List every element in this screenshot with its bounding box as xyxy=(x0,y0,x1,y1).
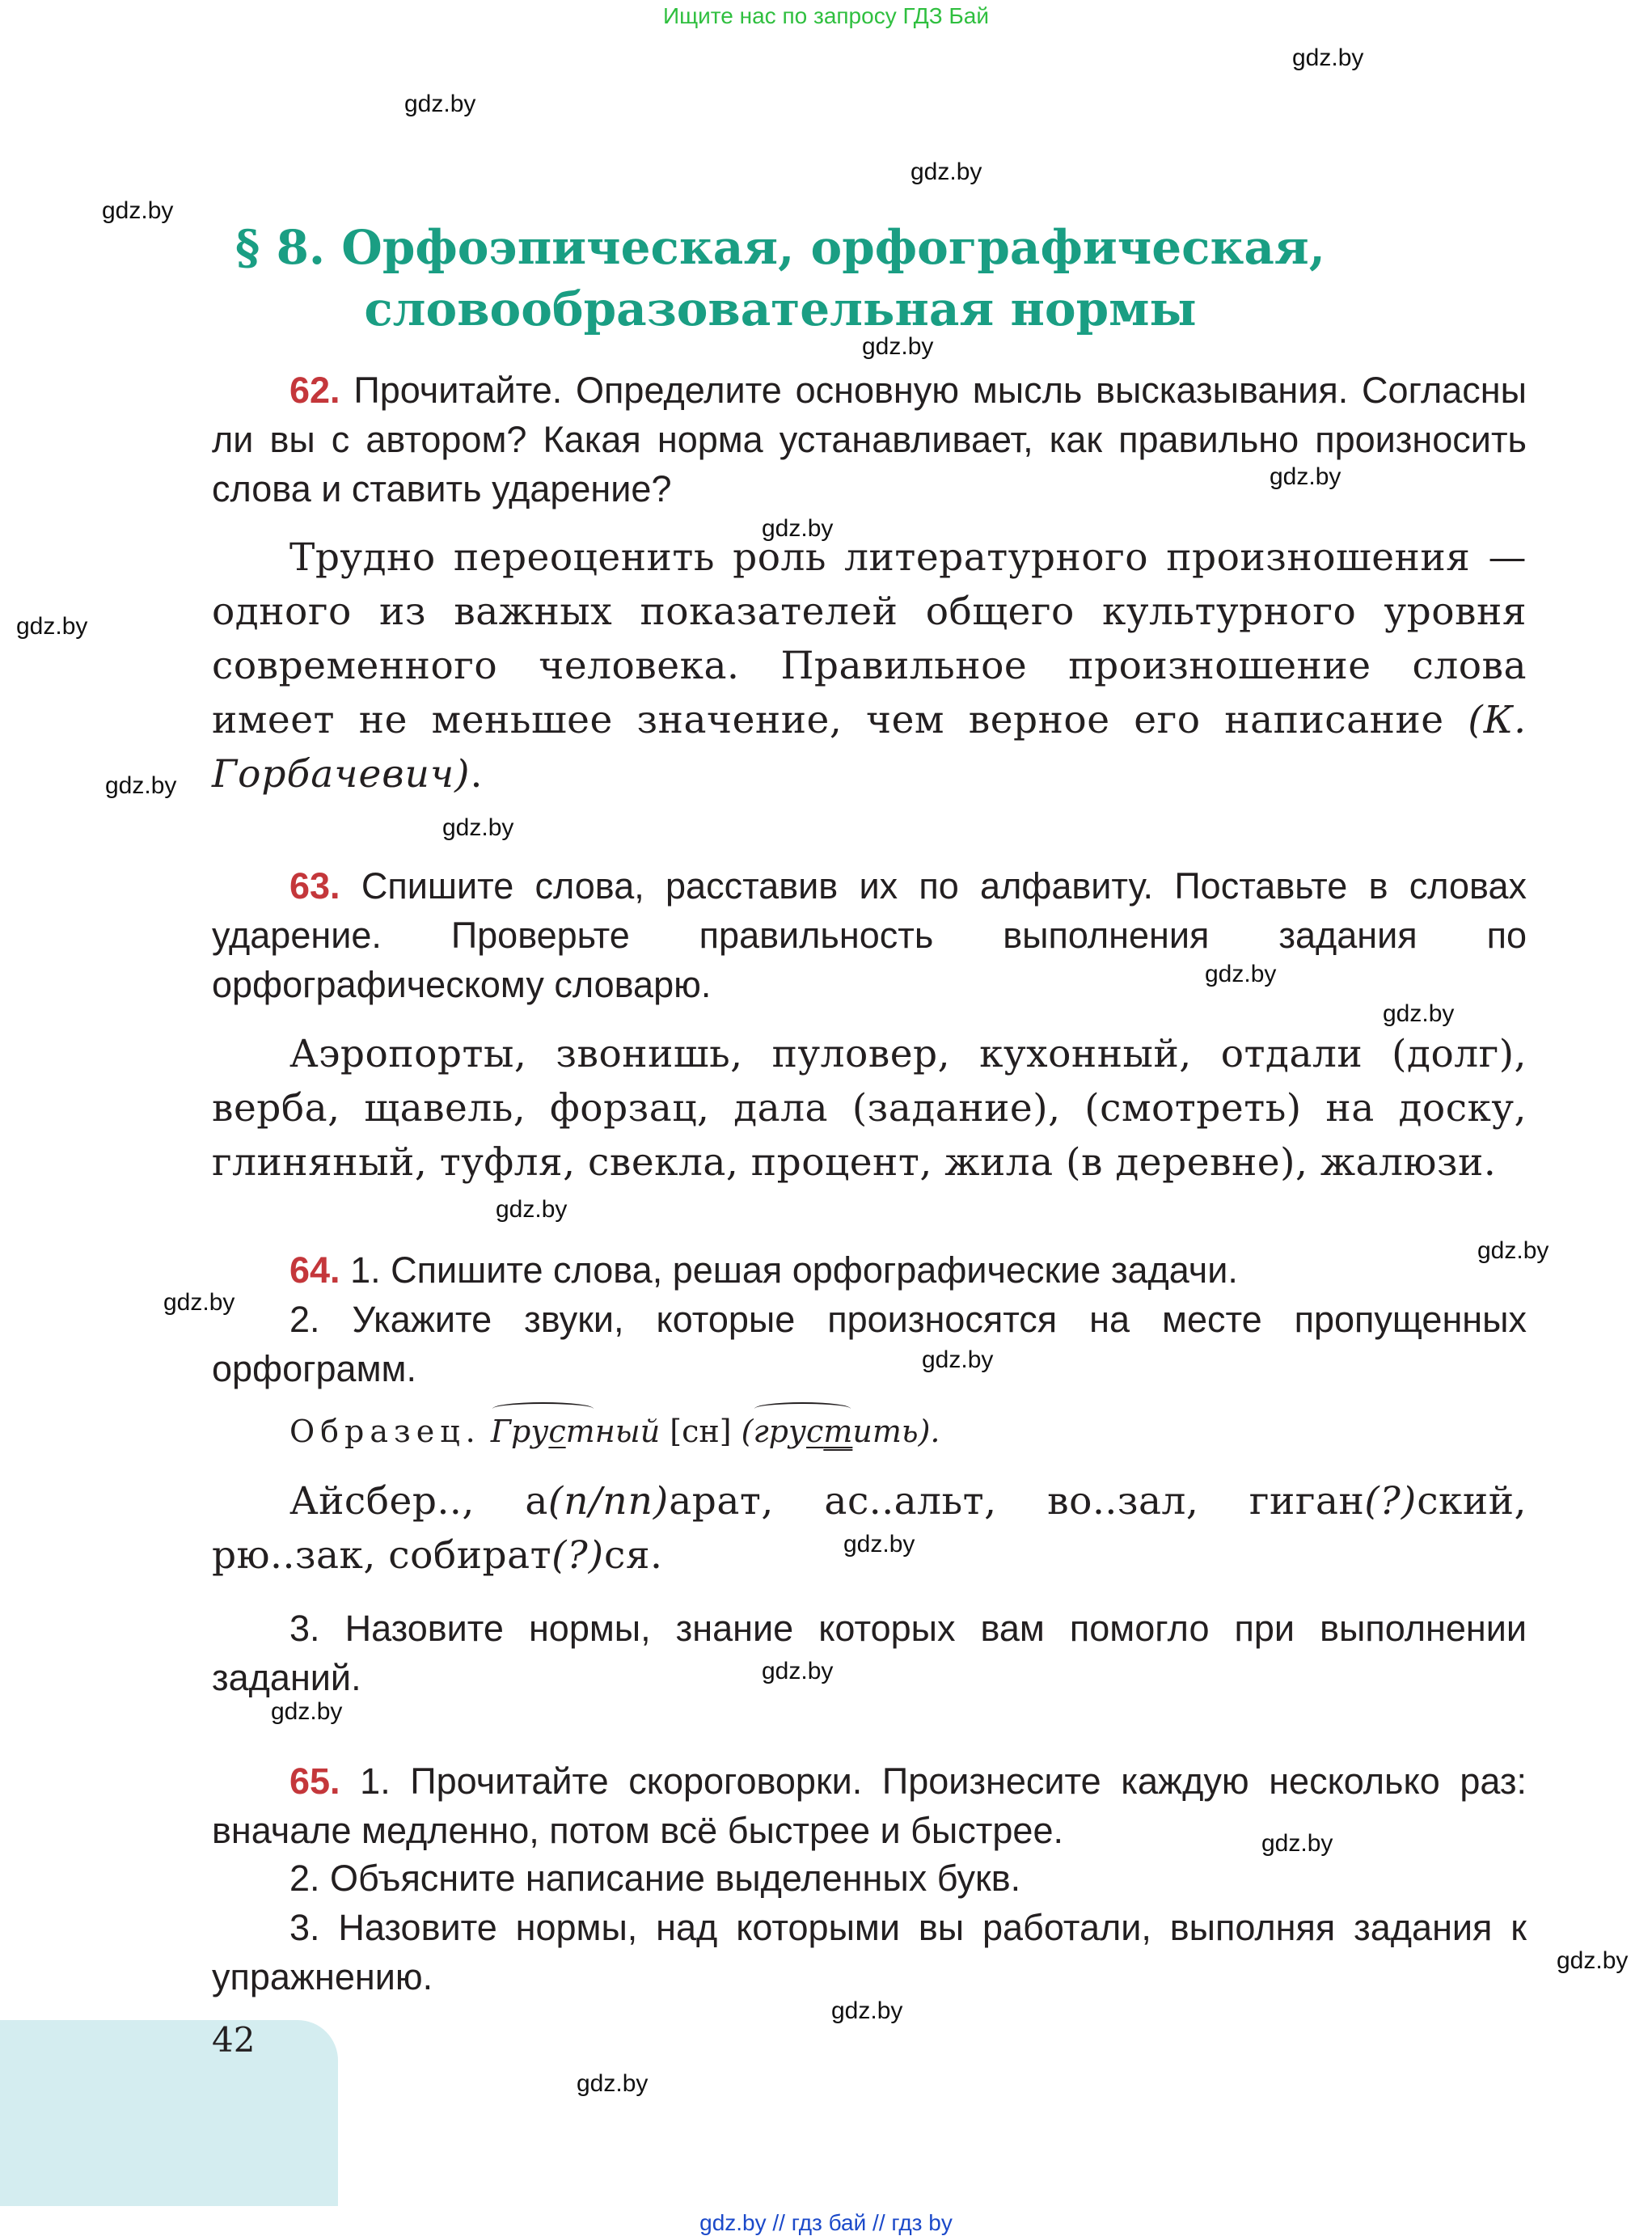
watermark: gdz.by xyxy=(16,613,88,640)
exercise-number: 64. xyxy=(289,1249,340,1291)
watermark: gdz.by xyxy=(163,1289,235,1316)
watermark: gdz.by xyxy=(1270,463,1341,490)
exercise-63-words: Аэропорты, звонишь, пуловер, кухонный, отдали (долг), верба, щавель, форзац, дала (задание), (смотреть) на доску, глиняный, туфля, свекла, процент, жила (в деревне), жалюзи. xyxy=(212,1032,1527,1185)
watermark: gdz.by xyxy=(762,1658,834,1684)
page-corner-decoration xyxy=(0,2020,338,2206)
watermark: gdz.by xyxy=(105,772,177,799)
quote-author: (К. Горбачевич) xyxy=(212,698,1527,797)
exercise-64-item1: 64. 1. Спишите слова, решая орфографические задачи. xyxy=(289,1249,1238,1291)
exercise-65-item1: 65. 1. Прочитайте скороговорки. Произнесите каждую несколько раз: вначале медленно, потом всё быстрее и быстрее. xyxy=(212,1760,1527,1851)
watermark: gdz.by xyxy=(911,159,982,185)
exercise-64-item3: 3. Назовите нормы, знание которых вам помогло при выполнении заданий. xyxy=(212,1608,1527,1698)
watermark: gdz.by xyxy=(496,1196,568,1223)
exercise-65-item3: 3. Назовите нормы, над которыми вы работали, выполняя задания к упражнению. xyxy=(212,1907,1527,1997)
exercise-number: 62. xyxy=(289,370,340,411)
sample-label: Образец. xyxy=(289,1414,481,1449)
section-title xyxy=(210,217,1350,340)
watermark: gdz.by xyxy=(1205,961,1277,987)
page-number: 42 xyxy=(212,2020,256,2060)
exercise-64-sample: Образец. Грустный [сн] (грустить). xyxy=(289,1407,940,1456)
exercise-63-instructions: Спишите слова, расставив их по алфавиту. Поставьте в словах ударение. Проверьте правильность выполнения задания по орфографическому словарю. xyxy=(212,865,1527,1005)
watermark: gdz.by xyxy=(271,1698,343,1725)
exercise-64-words: Айсбер.., а(п/пп)арат, ас..альт, во..зал, гиган(?)ский, рю..зак, собират(?)ся. xyxy=(212,1479,1527,1578)
sample-check-word-root: груст xyxy=(753,1407,852,1456)
exercise-63-task xyxy=(212,861,1527,1009)
search-banner[interactable]: Ищите нас по запросу ГДЗ Бай xyxy=(662,3,990,28)
watermark: gdz.by xyxy=(102,197,174,224)
footer-links[interactable]: gdz.by // гдз бай // гдз by xyxy=(699,2210,953,2235)
watermark: gdz.by xyxy=(442,814,514,841)
exercise-65-item2: 2. Объясните написание выделенных букв. xyxy=(289,1858,1021,1899)
watermark: gdz.by xyxy=(843,1531,915,1558)
watermark: gdz.by xyxy=(1477,1237,1549,1264)
sample-word-root: Груст xyxy=(491,1407,595,1456)
quote-text: Трудно переоценить роль литературного произношения — одного из важных показателей общего культурного уровня современного человека. Правильное произношение слова имеет не меньшее значение, чем верное его написание xyxy=(212,535,1527,742)
watermark: gdz.by xyxy=(762,515,834,542)
watermark: gdz.by xyxy=(1557,1947,1629,1974)
exercise-number: 65. xyxy=(289,1760,340,1802)
watermark: gdz.by xyxy=(922,1346,994,1373)
watermark: gdz.by xyxy=(1261,1830,1333,1857)
section-title-line2: словообразовательная нормы xyxy=(364,281,1197,336)
watermark: gdz.by xyxy=(1383,1000,1455,1027)
exercise-62-instructions: Прочитайте. Определите основную мысль высказывания. Согласны ли вы с автором? Какая норма устанавливает, как правильно произносить слова и ставить ударение? xyxy=(212,370,1527,509)
watermark: gdz.by xyxy=(1292,44,1364,71)
exercise-62-text: Трудно переоценить роль литературного произношения — одного из важных показателей общего культурного уровня современного человека. Правильное произношение слова имеет не меньшее значение, чем верное его написание (К. Горбачевич). xyxy=(212,535,1527,797)
watermark: gdz.by xyxy=(577,2070,649,2097)
sample-sound: [сн] xyxy=(670,1414,732,1449)
watermark: gdz.by xyxy=(862,333,934,360)
section-title-line1: § 8. Орфоэпическая, орфографическая, xyxy=(235,220,1325,275)
watermark: gdz.by xyxy=(831,1997,903,2024)
exercise-62-task xyxy=(212,366,1527,514)
exercise-64-item2: 2. Укажите звуки, которые произносятся на месте пропущенных орфограмм. xyxy=(212,1299,1527,1389)
exercise-number: 63. xyxy=(289,865,340,907)
watermark: gdz.by xyxy=(404,91,476,117)
